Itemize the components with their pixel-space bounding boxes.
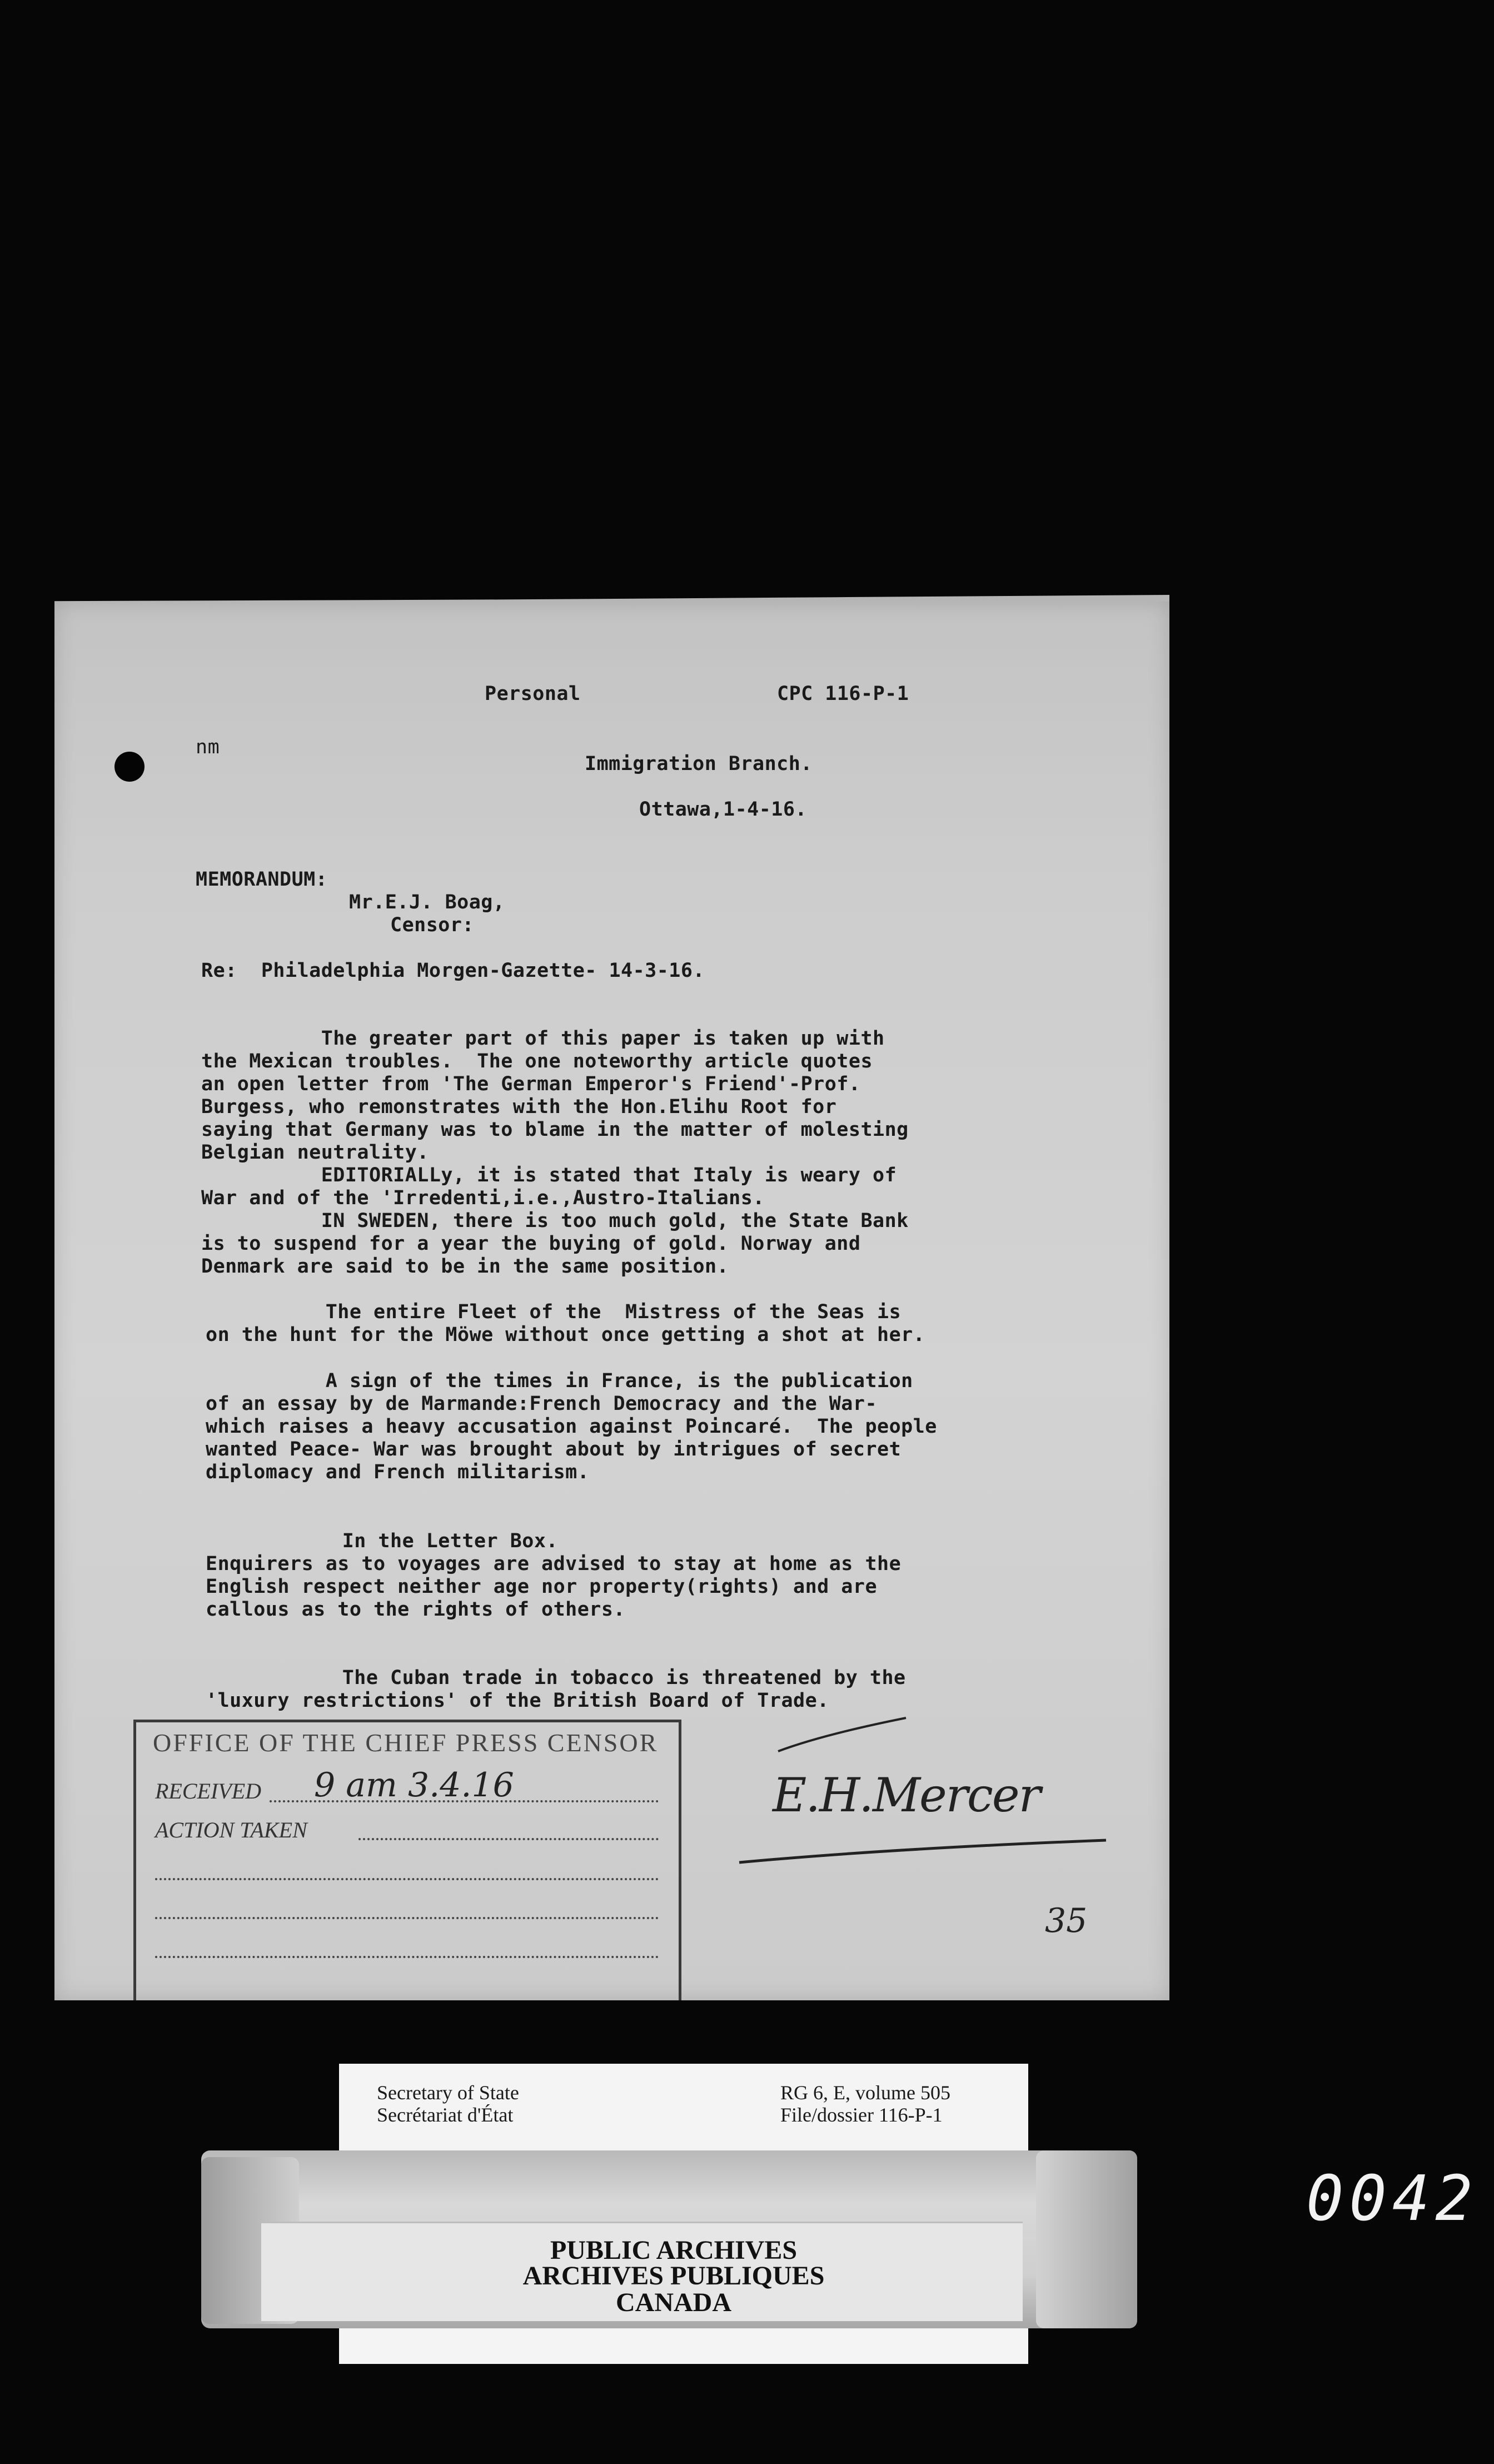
- stamp-title: OFFICE OF THE CHIEF PRESS CENSOR: [153, 1728, 659, 1757]
- body-line: an open letter from 'The German Emperor's Friend'-Prof.: [201, 1073, 861, 1095]
- frame-counter: 0042: [1306, 2163, 1478, 2235]
- file-reference: CPC 116-P-1: [777, 683, 909, 705]
- body-line: IN SWEDEN, there is too much gold, the State Bank: [201, 1210, 909, 1232]
- received-label: RECEIVED: [155, 1779, 262, 1804]
- censor-stamp: [133, 1720, 681, 2000]
- body-line: 'luxury restrictions' of the British Board of Trade.: [206, 1690, 829, 1712]
- body-line: Enquirers as to voyages are advised to stay at home as the: [206, 1553, 902, 1575]
- personal-heading: Personal: [485, 683, 581, 705]
- body-line: on the hunt for the Möwe without once getting a shot at her.: [206, 1324, 925, 1346]
- body-line: which raises a heavy accusation against Poincaré. The people: [206, 1415, 937, 1438]
- body-line: A sign of the times in France, is the publication: [206, 1370, 913, 1392]
- branch-heading: Immigration Branch.: [585, 753, 813, 775]
- department-french: Secrétariat d'État: [377, 2104, 514, 2126]
- blank-dotted-line: [155, 1956, 659, 1958]
- body-line: Denmark are said to be in the same position.: [201, 1255, 729, 1278]
- received-date-handwritten: 9 am 3.4.16: [314, 1766, 514, 1805]
- body-line: of an essay by de Marmande:French Democracy and the War-: [206, 1393, 878, 1415]
- typist-initials: nm: [196, 736, 220, 758]
- body-line: EDITORIALLy, it is stated that Italy is weary of: [201, 1164, 897, 1186]
- body-line: War and of the 'Irredenti,i.e.,Austro-Italians.: [201, 1187, 765, 1209]
- body-line: The entire Fleet of the Mistress of the Seas is: [206, 1301, 902, 1323]
- body-line: the Mexican troubles. The one noteworthy article quotes: [201, 1050, 873, 1072]
- record-group-reference: RG 6, E, volume 505: [780, 2082, 950, 2104]
- body-line: Belgian neutrality.: [201, 1141, 429, 1164]
- archives-line-french: ARCHIVES PUBLIQUES: [522, 2261, 825, 2291]
- addressee-title: Censor:: [390, 914, 475, 936]
- blank-dotted-line: [155, 1917, 659, 1919]
- action-taken-label: ACTION TAKEN: [155, 1817, 307, 1842]
- page-number-handwritten: 35: [1045, 1901, 1088, 1940]
- archives-line-country: CANADA: [616, 2288, 731, 2317]
- band-fold-right: [1036, 2150, 1137, 2328]
- action-dotted-line: [358, 1838, 659, 1840]
- body-line: diplomacy and French militarism.: [206, 1461, 590, 1483]
- place-date: Ottawa,1-4-16.: [639, 798, 808, 821]
- memorandum-label: MEMORANDUM:: [196, 868, 328, 891]
- signature: E.H.Mercer: [773, 1768, 1040, 1822]
- punch-hole: [114, 752, 145, 782]
- department-english: Secretary of State: [377, 2082, 519, 2104]
- subject-line: Re: Philadelphia Morgen-Gazette- 14-3-16.: [201, 960, 705, 982]
- body-line: The Cuban trade in tobacco is threatened by the: [222, 1667, 906, 1689]
- body-line: English respect neither age nor property(rights) and are: [206, 1576, 878, 1598]
- body-line: saying that Germany was to blame in the matter of molesting: [201, 1119, 909, 1141]
- file-dossier-reference: File/dossier 116-P-1: [780, 2104, 943, 2126]
- body-line: Burgess, who remonstrates with the Hon.Elihu Root for: [201, 1096, 837, 1118]
- body-line: In the Letter Box.: [222, 1530, 559, 1552]
- blank-dotted-line: [155, 1878, 659, 1880]
- archives-line-english: PUBLIC ARCHIVES: [550, 2236, 798, 2265]
- body-line: The greater part of this paper is taken up with: [201, 1027, 885, 1050]
- body-line: is to suspend for a year the buying of gold. Norway and: [201, 1233, 861, 1255]
- body-line: callous as to the rights of others.: [206, 1598, 626, 1621]
- addressee-name: Mr.E.J. Boag,: [349, 891, 505, 913]
- body-line: wanted Peace- War was brought about by intrigues of secret: [206, 1438, 902, 1460]
